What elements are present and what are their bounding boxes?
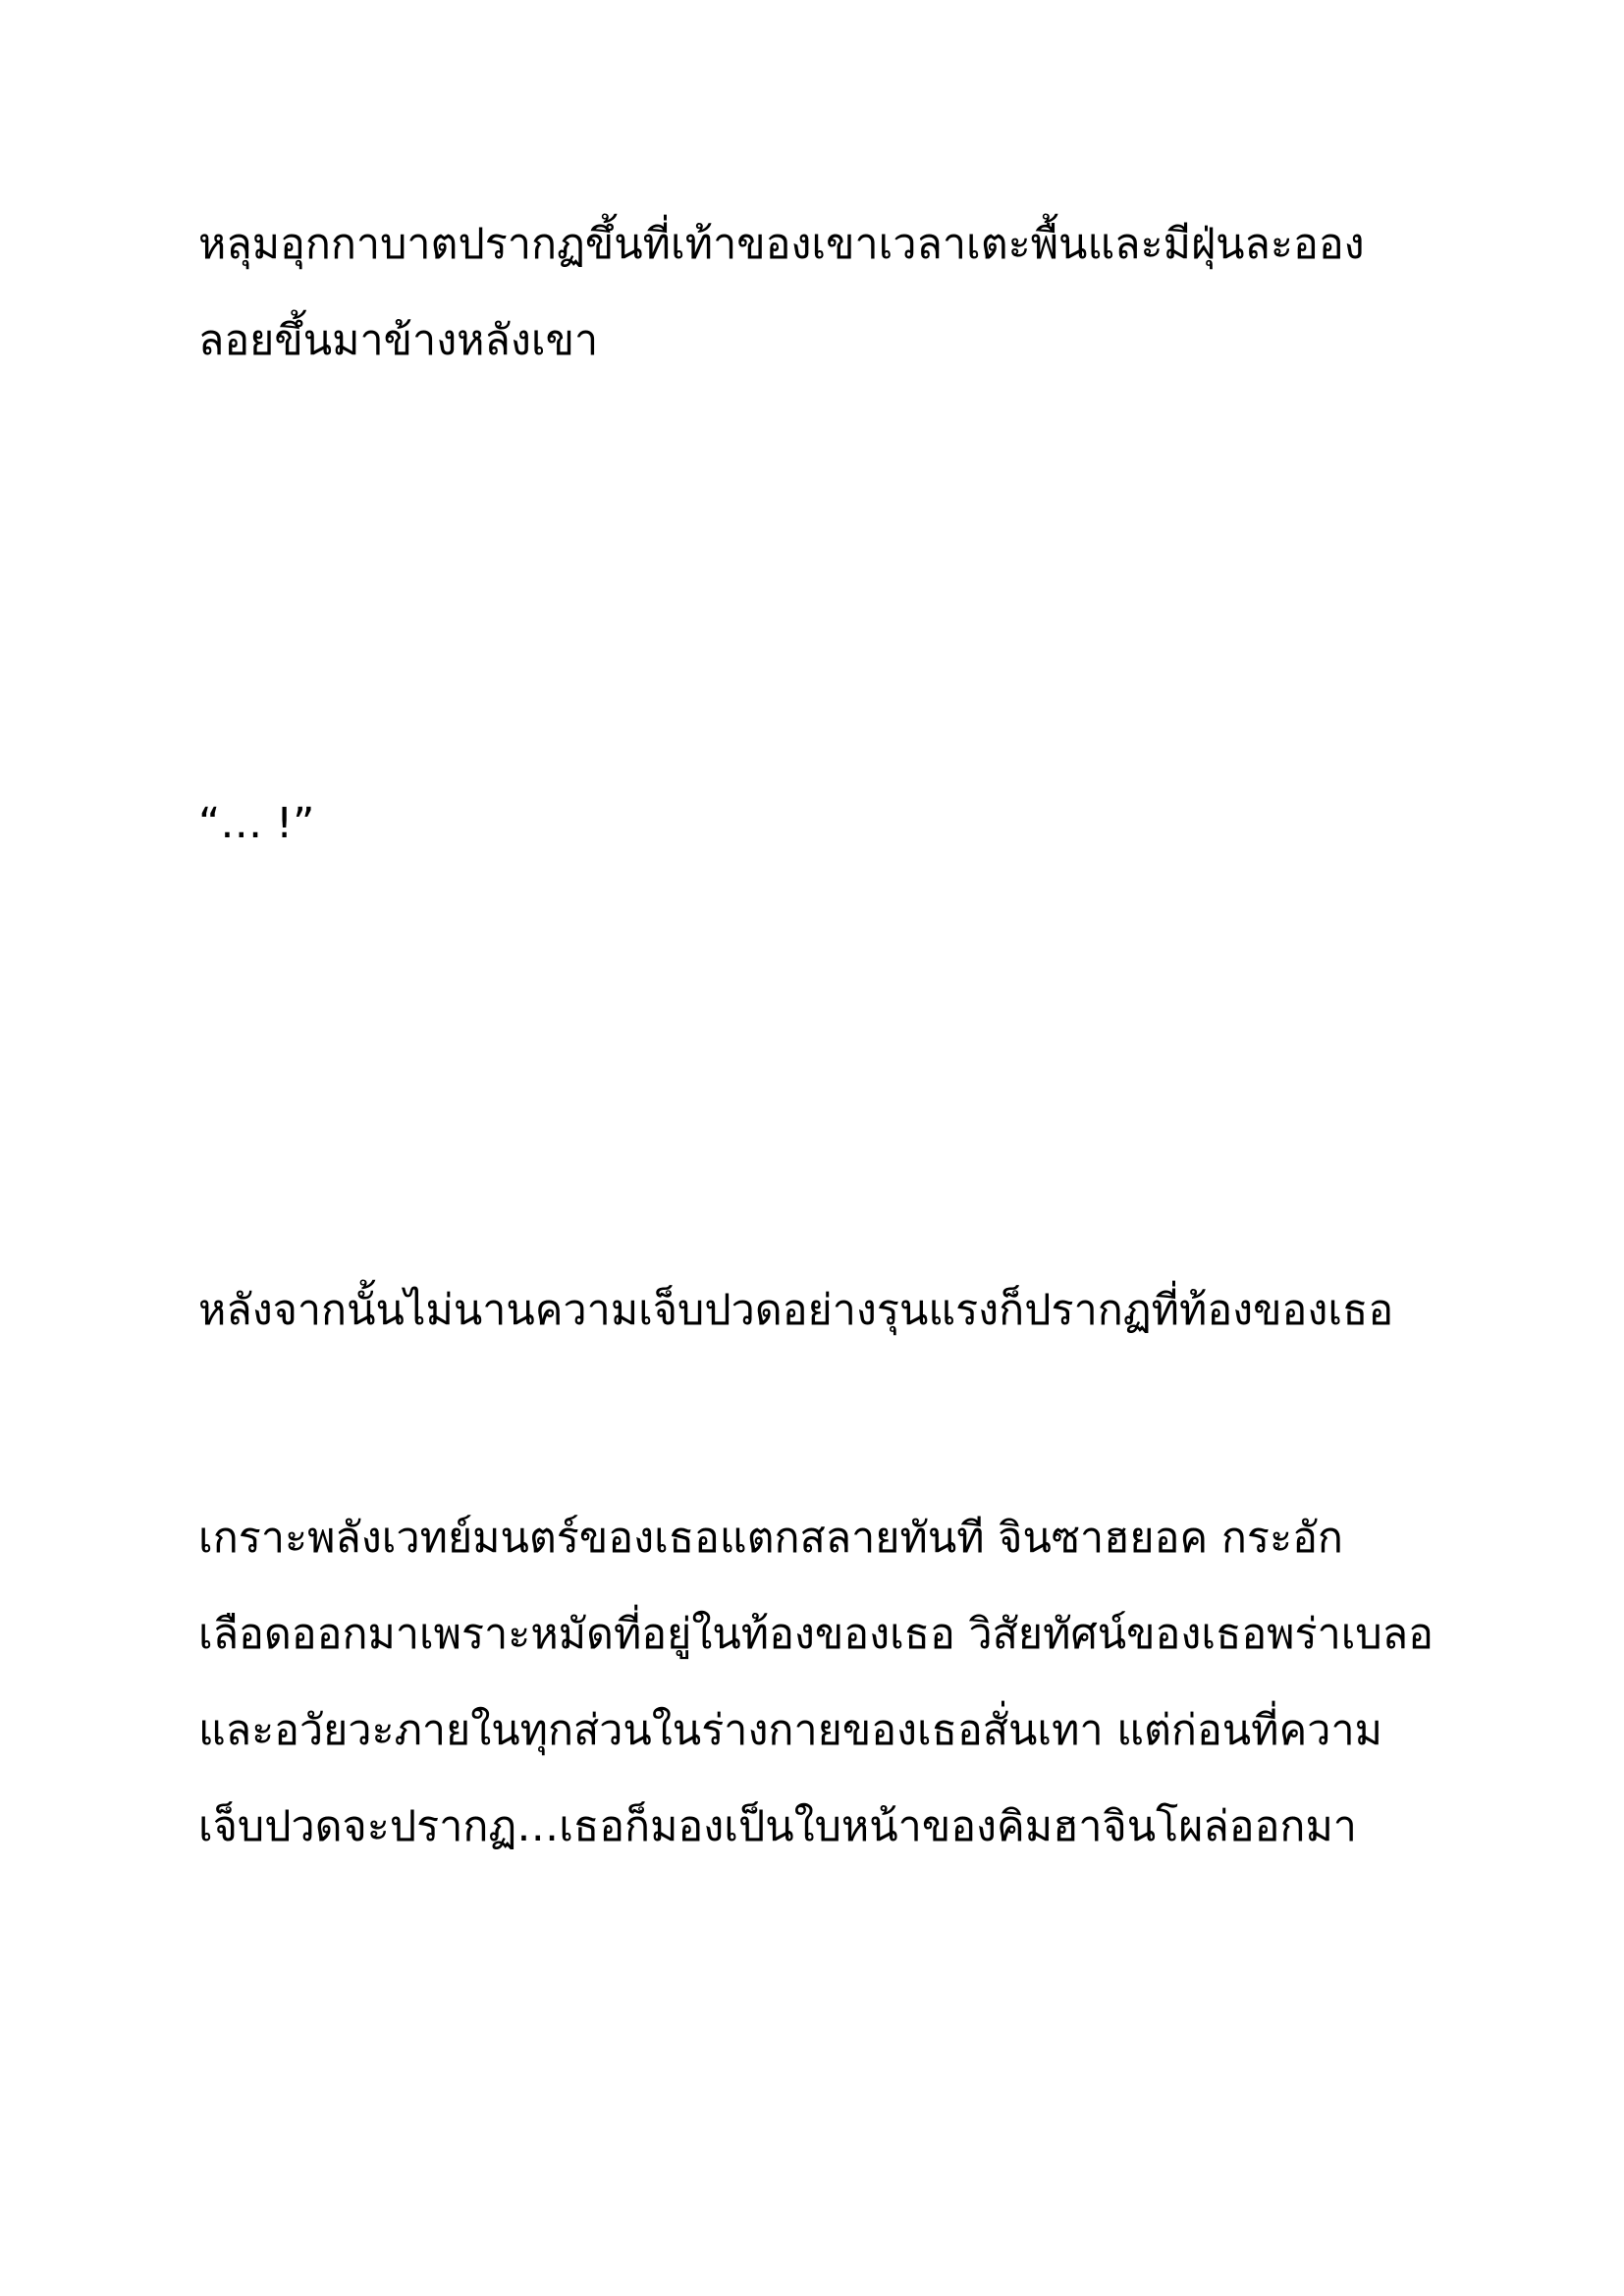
text-line: หลุมอุกกาบาตปรากฏขึ้นที่เท้าของเขาเวลาเตะพื้นและมีฝุ่นละออง [198,220,1365,269]
text-line: และอวัยวะภายในทุกส่วนในร่างกายของเธอสั่นเทา แต่ก่อนที่ความ [198,1706,1382,1755]
text-line: หลังจากนั้นไม่นานความเจ็บปวดอย่างรุนแรงก็ปรากฏที่ท้องของเธอ [198,1286,1394,1335]
paragraph-meteor-crater [198,196,1475,389]
text-line: เลือดออกมาเพราะหมัดที่อยู่ในท้องของเธอ วิสัยทัศน์ของเธอพร่าเบลอ [198,1610,1434,1659]
paragraph-pain [198,1262,1475,1359]
text-line: เกราะพลังเวทย์มนตร์ของเธอแตกสลายทันที จินซาฮยอค กระอัก [198,1514,1343,1563]
text-line: ลอยขึ้นมาข้างหลังเขา [198,316,599,365]
paragraph-shield-shattered [198,1490,1475,1875]
text-line: “… !” [198,799,315,848]
text-line: เจ็บปวดจะปรากฏ…เธอก็มองเป็นใบหน้าของคิมฮาจินโผล่ออกมา [198,1802,1357,1851]
paragraph-exclamation [198,775,1475,872]
